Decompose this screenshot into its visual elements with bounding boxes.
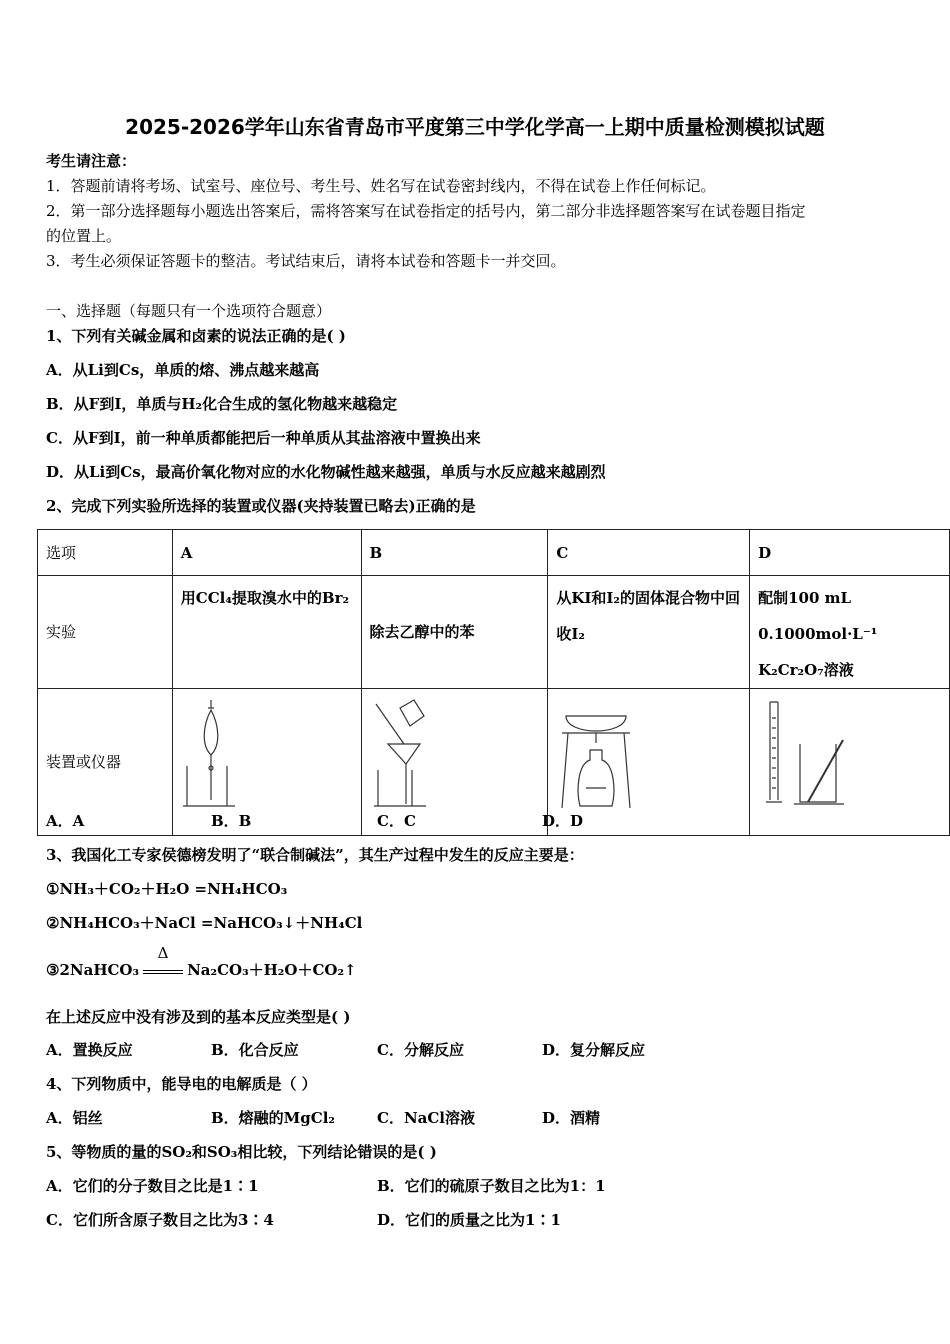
reaction-3-products: Na₂CO₃＋H₂O＋CO₂↑ bbox=[187, 961, 357, 979]
q1-option: A．从Li到Cs，单质的熔、沸点越来越高 bbox=[46, 361, 320, 379]
q2-option: A．A bbox=[46, 812, 85, 830]
q3-option: A．置换反应 bbox=[46, 1041, 133, 1059]
q4-option: C．NaCl溶液 bbox=[377, 1109, 476, 1127]
q3-option: B．化合反应 bbox=[211, 1041, 299, 1059]
q5-option: D．它们的质量之比为1∶1 bbox=[377, 1211, 561, 1229]
q2-option: D．D bbox=[542, 812, 584, 830]
q3-stem: 3、我国化工专家侯德榜发明了“联合制碱法”，其生产过程中发生的反应主要是： bbox=[46, 846, 584, 864]
notice-item: 3．考生必须保证答题卡的整洁。考试结束后，请将本试卷和答题卡一并交回。 bbox=[46, 252, 566, 270]
q3-question: 在上述反应中没有涉及到的基本反应类型是( ) bbox=[46, 1008, 351, 1026]
q2-option: C．C bbox=[377, 812, 416, 830]
table-row bbox=[38, 689, 950, 836]
table-row bbox=[38, 530, 950, 576]
notice-heading: 考生请注意： bbox=[46, 152, 137, 170]
table-cell: 除去乙醇中的苯 bbox=[361, 576, 548, 689]
q3-option: C．分解反应 bbox=[377, 1041, 464, 1059]
q4-option: B．熔融的MgCl₂ bbox=[211, 1109, 335, 1127]
table-cell: 选项 bbox=[38, 530, 173, 576]
q5-option: C．它们所含原子数目之比为3∶4 bbox=[46, 1211, 274, 1229]
table-row bbox=[38, 576, 950, 689]
q1-option: D．从Li到Cs，最高价氧化物对应的水化物碱性越来越强，单质与水反应越来越剧烈 bbox=[46, 463, 606, 481]
separatory-funnel-image bbox=[172, 689, 361, 836]
q5-option: A．它们的分子数目之比是1∶1 bbox=[46, 1177, 259, 1195]
page-title: 2025-2026学年山东省青岛市平度第三中学化学高一上期中质量检测模拟试题 bbox=[125, 115, 825, 139]
table-cell: B bbox=[361, 530, 548, 576]
reaction-2: ②NH₄HCO₃＋NaCl =NaHCO₃↓＋NH₄Cl bbox=[46, 914, 363, 932]
table-cell: D bbox=[750, 530, 950, 576]
q5-option: B．它们的硫原子数目之比为1：1 bbox=[377, 1177, 606, 1195]
q2-stem: 2、完成下列实验所选择的装置或仪器(夹持装置已略去)正确的是 bbox=[46, 497, 476, 515]
q3-option: D．复分解反应 bbox=[542, 1041, 646, 1059]
table-cell: 实验 bbox=[38, 576, 173, 689]
delta-symbol: Δ bbox=[157, 944, 169, 962]
table-cell: C bbox=[548, 530, 750, 576]
q1-option: B．从F到I，单质与H₂化合生成的氢化物越来越稳定 bbox=[46, 395, 398, 413]
reaction-3-reactant: ③2NaHCO₃ bbox=[46, 961, 140, 979]
notice-item: 的位置上。 bbox=[46, 227, 122, 245]
notice-item: 1．答题前请将考场、试室号、座位号、考生号、姓名写在试卷密封线内，不得在试卷上作任何标记。 bbox=[46, 177, 716, 195]
q2-table bbox=[37, 529, 950, 836]
reaction-3 bbox=[46, 944, 357, 981]
table-cell: A bbox=[172, 530, 361, 576]
heat-condition-sign bbox=[143, 944, 183, 981]
q4-option: A．铝丝 bbox=[46, 1109, 103, 1127]
section-heading: 一、选择题（每题只有一个选项符合题意） bbox=[46, 302, 332, 320]
q1-option: C．从F到I，前一种单质都能把后一种单质从其盐溶液中置换出来 bbox=[46, 429, 481, 447]
q4-stem: 4、下列物质中，能导电的电解质是（ ） bbox=[46, 1075, 317, 1093]
graduated-cylinder-image bbox=[750, 689, 950, 836]
notice-item: 2．第一部分选择题每小题选出答案后，需将答案写在试卷指定的括号内，第二部分非选择题答案写在试卷题目指定 bbox=[46, 202, 806, 220]
table-cell: 配制100 mL 0.1000mol·L⁻¹ K₂Cr₂O₇溶液 bbox=[750, 576, 950, 689]
q2-option: B．B bbox=[211, 812, 252, 830]
table-cell: 用CCl₄提取溴水中的Br₂ bbox=[172, 576, 361, 689]
table-cell: 从KI和I₂的固体混合物中回收I₂ bbox=[548, 576, 750, 689]
q5-stem: 5、等物质的量的SO₂和SO₃相比较，下列结论错误的是( ) bbox=[46, 1143, 437, 1161]
q4-option: D．酒精 bbox=[542, 1109, 601, 1127]
q1-stem: 1、下列有关碱金属和卤素的说法正确的是( ) bbox=[46, 327, 346, 345]
reaction-1: ①NH₃＋CO₂＋H₂O =NH₄HCO₃ bbox=[46, 880, 288, 898]
table-cell: 装置或仪器 bbox=[38, 689, 173, 836]
